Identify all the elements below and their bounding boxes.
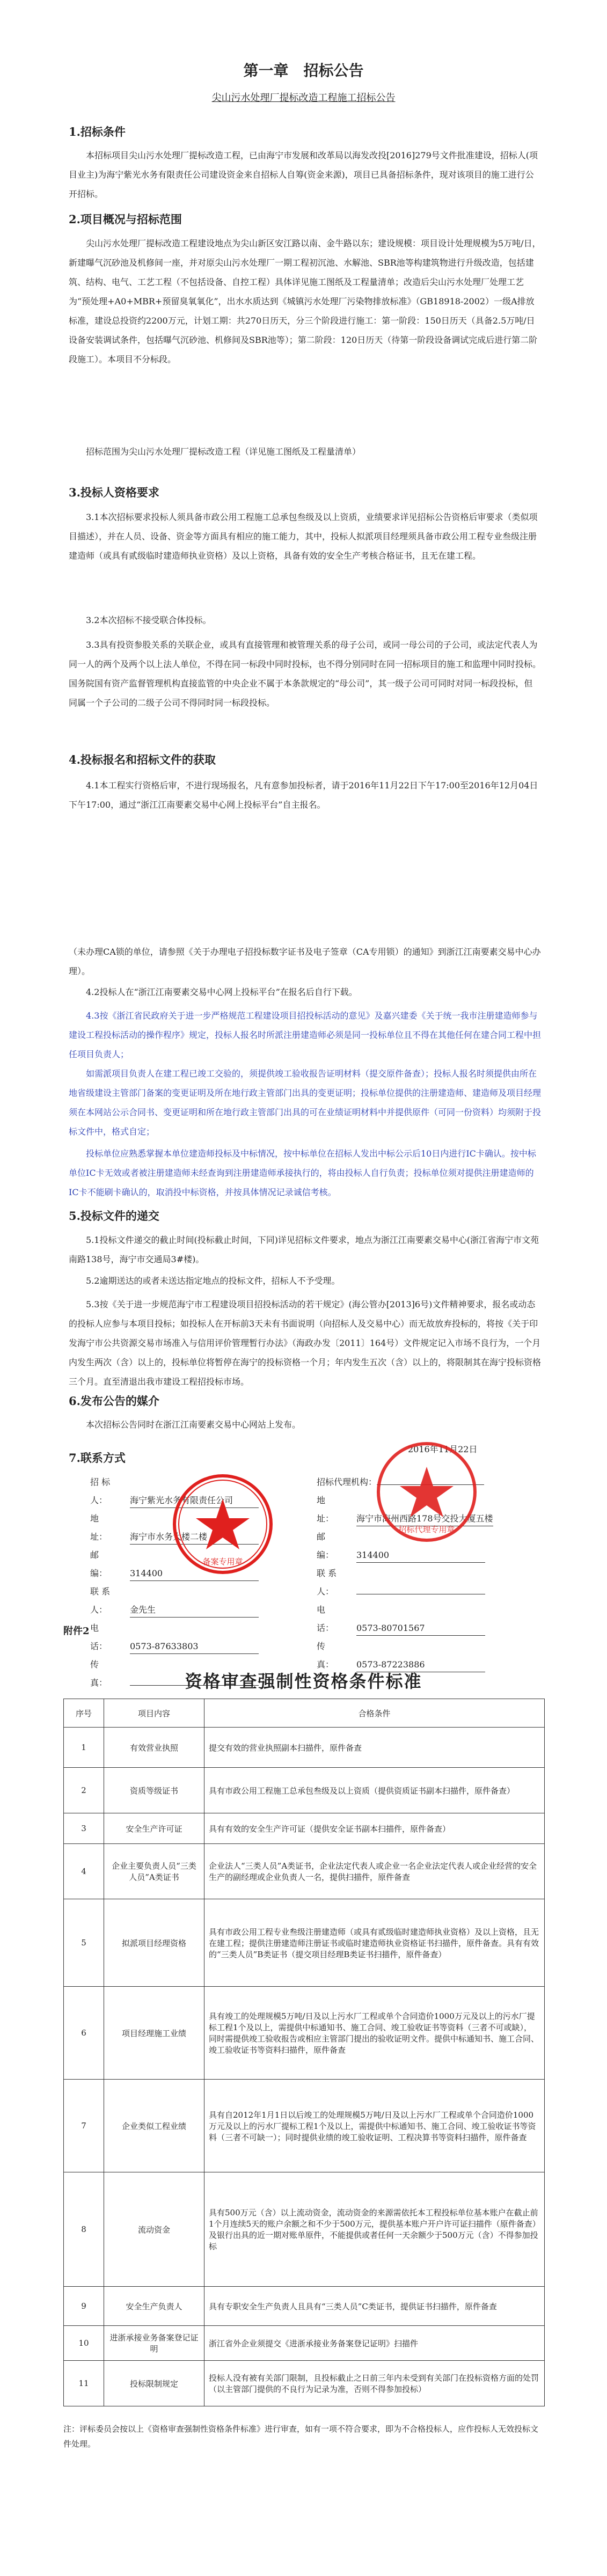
- tenderer-label: 招 标 人：: [90, 1477, 111, 1505]
- agent-label: 招标代理机构：: [317, 1477, 377, 1487]
- postcode-value: 314400: [130, 1567, 259, 1581]
- table-row: [64, 1899, 545, 1987]
- owner-seal-text: 备案专用章: [202, 1557, 243, 1567]
- table-row: [64, 2287, 545, 2326]
- row-index: 1: [64, 1728, 104, 1768]
- row-item: 流动资金: [104, 2172, 204, 2287]
- section-3-p2: 3.2本次招标不接受联合体投标。: [86, 615, 211, 625]
- table-row: [64, 1768, 545, 1813]
- row-item: 企业主要负责人员“三类人员”A类证书: [104, 1844, 204, 1899]
- row-item: 安全生产许可证: [104, 1813, 204, 1844]
- table-row: [64, 2326, 545, 2361]
- section-4-p3: 4.2投标人在“浙江江南要素交易中心网上投标平台”在报名后自行下载。: [86, 987, 357, 997]
- section-4-p5: 如需派项目负责人在建工程已竣工交验的，须提供竣工验收报告证明材料（提交原件备查）；投标人报名时须提供由所在地省级建设主管部门备案的变更证明及所在地行政主管部门出具的变更证明；投标单位提供的注册建造师、建造师及项目经理须在本网站公示合同书、变更证明和所在地行政主管部门出具的可在业绩证明材料中并提供原件（可同一份资料）均须附于投标文件中，格式自定；: [69, 1069, 542, 1137]
- agent-postcode-value: 314400: [356, 1548, 485, 1563]
- qualification-table: [63, 1699, 545, 2406]
- row-condition: 具有专职安全生产负责人且具有“三类人员”C类证书，提供证书扫描件，原件备查: [204, 2287, 545, 2326]
- row-item: 安全生产负责人: [104, 2287, 204, 2326]
- section-4-p4: 4.3按《浙江省民政府关于进一步严格规范工程建设项目招投标活动的意见》及嘉兴建委《关于统一我市注册建造师参与建设工程投标活动的操作程序》规定，投标人报名时所派注册建造师必须是同一投标单位且不得在其他任何在建合同工程中担任项目负责人；: [69, 1011, 542, 1059]
- section-5-p3: 5.3按《关于进一步规范海宁市工程建设项目招投标活动的若干规定》(海公管办[2013]6号)文件精神要求，报名或动态的投标人应参与本项目投标；如投标人在开标前3天未有书面说明（向招标人及交易中心）而无故放弃投标的，将按《关于印发海宁市公共资源交易市场准入与信用评价管理暂行办法》（海政办发〔2011〕164号）文件规定记入市场不良行为，一个月内发生两次（含）以上的，投标单位将暂停在海宁的投标资格一个月；年内发生五次（含）以上的，将限制其在海宁投标资格三个月。直至清退出我市建设工程招投标市场。: [69, 1299, 542, 1387]
- section-5-p2: 5.2逾期送达的或者未送达指定地点的投标文件，招标人不予受理。: [86, 1276, 340, 1286]
- section-2-title: 2.项目概况与招标范围: [69, 213, 182, 226]
- header-index: 序号: [64, 1699, 104, 1728]
- header-item: 项目内容: [104, 1699, 204, 1728]
- row-condition: 具有市政公用工程专业叁级注册建造师（或具有贰级临时建造师执业资格）及以上资格，且无在建工程；提供注册建造师注册证书或临时建造师执业资格证书扫描件，原件备查。具有有效的“三类人员”B类证书（提交项目经理B类证书扫描件，原件备查）: [204, 1899, 545, 1987]
- announcement-date: 2016年11月22日: [408, 1444, 478, 1454]
- row-item: 进浙承接业务备案登记证明: [104, 2326, 204, 2361]
- header-condition: 合格条件: [204, 1699, 545, 1728]
- table-header-row: [64, 1699, 545, 1728]
- row-condition: 具有500万元（含）以上流动资金，流动资金的来源需依托本工程投标单位基本账户在截止前1个月连续5天的账户余额之和不少于500万元，提供基本账户开户许可证扫描件（原件备查）及银行出具的近一期对账单原件，不能提供或者任何一天余额少于500万元（含）不得参加投标: [204, 2172, 545, 2287]
- section-5-p1: 5.1投标文件递交的截止时间(投标截止时间，下同)详见招标文件要求，地点为浙江江南要素交易中心(浙江省海宁市文苑南路138号，海宁市交通局3#楼)。: [69, 1235, 539, 1264]
- row-index: 8: [64, 2172, 104, 2287]
- row-condition: 浙江省外企业须提交《进浙承接业务备案登记证明》扫描件: [204, 2326, 545, 2361]
- annex-title: 资格审查强制性资格条件标准: [185, 1671, 422, 1692]
- table-row: [64, 2361, 545, 2406]
- row-index: 10: [64, 2326, 104, 2361]
- row-condition: 具有市政公用工程施工总承包叁级及以上资质（提供资质证书副本扫描件，原件备查）: [204, 1768, 545, 1813]
- row-condition: 具有竣工的处理规模5万吨/日及以上污水厂工程或单个合同造价1000万元及以上的污水厂提标工程1个及以上，需提供中标通知书、施工合同、竣工验收证书等资料（三者不可或缺），同时需提供竣工验收报告或相应主管部门提出的验收证明文件。提供中标通知书、施工合同、竣工验收证书等资料扫描件，原件备查: [204, 1987, 545, 2080]
- row-item: 资质等级证书: [104, 1768, 204, 1813]
- section-1-title: 1.招标条件: [69, 125, 126, 138]
- row-condition: 具有自2012年1月1日以后竣工的处理规模5万吨/日及以上污水厂工程或单个合同造价1000万元及以上的污水厂提标工程1个及以上，需提供中标通知书、施工合同、竣工验收证书等资料（三者不可缺一）；同时提供业绩的竣工验收证明、工程决算书等资料扫描件，原件备查: [204, 2080, 545, 2172]
- agent-fax-value: 0573-87223886: [356, 1658, 485, 1672]
- row-condition: 提交有效的营业执照副本扫描件，原件备查: [204, 1728, 545, 1768]
- section-4-title: 4.投标报名和招标文件的获取: [69, 753, 216, 766]
- contact-person-value: 金先生: [130, 1603, 259, 1618]
- address-label: 地 址：: [90, 1513, 116, 1542]
- address-value: 海宁市水务大楼二楼: [130, 1530, 259, 1545]
- section-2-scope: 招标范围为尖山污水处理厂提标改造工程（详见施工图纸及工程量清单）: [86, 447, 361, 457]
- row-index: 3: [64, 1813, 104, 1844]
- row-item: 项目经理施工业绩: [104, 1987, 204, 2080]
- row-condition: 具有有效的安全生产许可证（提供安全证书副本扫描件，原件备查）: [204, 1813, 545, 1844]
- row-index: 11: [64, 2361, 104, 2406]
- phone-value: 0573-87633803: [130, 1640, 259, 1654]
- row-index: 2: [64, 1768, 104, 1813]
- table-row: [64, 2172, 545, 2287]
- row-item: 企业类似工程业绩: [104, 2080, 204, 2172]
- row-condition: 投标人没有被有关部门限制，且投标截止之日前三年内未受到有关部门在投标资格方面的处罚（以主管部门提供的不良行为记录为准，否则不得参加投标）: [204, 2361, 545, 2406]
- row-index: 6: [64, 1987, 104, 2080]
- table-note: 注：评标委员会按以上《资格审查强制性资格条件标准》进行审查，如有一项不符合要求，即为不合格投标人，应作投标人无效投标文件处理。: [63, 2424, 539, 2449]
- contact-person-label: 联 系 人：: [90, 1586, 111, 1615]
- section-6-title: 6.发布公告的媒介: [69, 1394, 159, 1408]
- row-item: 投标限制规定: [104, 2361, 204, 2406]
- table-row: [64, 1987, 545, 2080]
- row-item: 有效营业执照: [104, 1728, 204, 1768]
- section-4-p6: 投标单位应熟悉掌握本单位建造师投标及中标情况，按中标单位在招标人发出中标公示后10日内进行IC卡确认。按中标单位IC卡无效或者被注册建造师未经查询到注册建造师承接执行的，将由投标人自行负责；投标单位须对提供注册建造师的IC卡不能刷卡确认的，取消投中标资格，并按具体情况记录诚信考核。: [69, 1148, 536, 1197]
- row-index: 9: [64, 2287, 104, 2326]
- section-3-p1: 3.1本次招标要求投标人须具备市政公用工程施工总承包叁级及以上资质，业绩要求详见招标公告资格后审要求（类似项目描述），并在人员、设备、资金等方面具有相应的施工能力，其中，投标人拟派项目经理须具备市政公用工程专业叁级注册建造师（或具有贰级临时建造师执业资格）及以上资格，具备有效的安全生产考核合格证书，且无在建工程。: [69, 512, 538, 561]
- section-5-title: 5.投标文件的递交: [69, 1209, 159, 1223]
- agent-fax-label: 传 真：: [317, 1641, 343, 1670]
- annex-label: 附件2: [63, 1626, 90, 1637]
- section-3-p3: 3.3具有投资参股关系的关联企业，或具有直接管理和被管理关系的母子公司，或同一母公司的子公司，或法定代表人为同一人的两个及两个以上法人单位，不得在同一标段中同时投标，也不得分别同时在同一招标项目的施工和监理中同时投标。国务院国有资产监督管理机构直接监管的中央企业不属于本条款规定的“母公司”，其一级子公司可同时对同一标段投标，但同属一个子公司的二级子公司不得同时同一标段投标。: [69, 640, 542, 708]
- section-4-p1: 4.1本工程实行资格后审，不进行现场报名，凡有意参加投标者，请于2016年11月22日下午17:00至2016年12月04日下午17:00，通过“浙江江南要素交易中心网上投标平台”自主报名。: [69, 780, 538, 810]
- agent-phone-label: 电 话：: [317, 1605, 343, 1633]
- agent-postcode-label: 邮 编：: [317, 1532, 343, 1560]
- tenderer-value: 海宁紫光水务有限责任公司: [130, 1494, 259, 1508]
- blank-space: [69, 818, 541, 936]
- phone-label: 电 话：: [90, 1623, 116, 1651]
- chapter-title: 第一章 招标公告: [243, 62, 364, 79]
- section-2-text: 尖山污水处理厂提标改造工程建设地点为尖山新区安江路以南、金牛路以东；建设规模：项目设计处理规模为5万吨/日，新建曝气沉砂池及机修间一座，并对原尖山污水处理厂一期工程初沉池、水解池、SBR池等构建筑物进行升级改造，包括建筑、结构、电气、工艺工程（不包括设备、自控工程）具体详见施工图纸及工程量清单；改造后尖山污水处理厂处理工艺为“预处理+A0+MBR+预留臭氧氧化”，出水水质达到《城镇污水处理厂污染物排放标准》（GB18918-2002）一级A排放标准，建设总投资约2200万元，计划工期：共270日历天，分三个阶段进行施工：第一阶段：150日历天（具备2.5万吨/日设备安装调试条件，包括曝气沉砂池、机修间及SBR池等）；第二阶段：120日历天（待第一阶段设备调试完成后进行第二阶段施工）。本项目不分标段。: [69, 238, 541, 364]
- agent-phone-value: 0573-80701567: [356, 1621, 485, 1636]
- notice-subtitle: 尖山污水处理厂提标改造工程施工招标公告: [211, 92, 396, 104]
- table-row: [64, 1728, 545, 1768]
- agent-seal-text: 招标代理专用章: [398, 1525, 455, 1534]
- section-1-text: 本招标项目尖山污水处理厂提标改造工程，已由海宁市发展和改革局以海发改投[2016]279号文件批准建设，招标人(项目业主)为海宁紫光水务有限责任公司建设资金来自招标人自筹(资金来源)，项目已具备招标条件，现对该项目的施工进行公开招标。: [69, 150, 538, 199]
- agent-address-value: 海宁市海州西路178号交投大厦五楼: [356, 1512, 493, 1526]
- fax-label: 传 真：: [90, 1659, 116, 1688]
- row-index: 7: [64, 2080, 104, 2172]
- row-index: 4: [64, 1844, 104, 1899]
- postcode-label: 邮 编：: [90, 1550, 116, 1578]
- row-item: 拟派项目经理资格: [104, 1899, 204, 1987]
- agent-address-label: 地 址：: [317, 1495, 343, 1524]
- table-row: [64, 1813, 545, 1844]
- row-index: 5: [64, 1899, 104, 1987]
- row-condition: 企业法人“三类人员”A类证书，企业法定代表人或企业一名企业法定代表人或企业经营的安全生产的副经理或企业负责人一名，提供扫描件，原件备查: [204, 1844, 545, 1899]
- agent-contact-person-label: 联 系 人：: [317, 1568, 337, 1597]
- table-row: [64, 1844, 545, 1899]
- section-3-title: 3.投标人资格要求: [69, 486, 159, 499]
- section-6-text: 本次招标公告同时在浙江江南要素交易中心网站上发布。: [86, 1419, 301, 1430]
- table-row: [64, 2080, 545, 2172]
- section-4-p2: （未办理CA锁的单位，请参照《关于办理电子招投标数字证书及电子签章（CA专用锁）的通知》到浙江江南要素交易中心办理）。: [69, 947, 541, 976]
- agent-seal: [376, 1441, 478, 1543]
- owner-seal: [172, 1473, 274, 1575]
- section-7-title: 7.联系方式: [69, 1451, 126, 1465]
